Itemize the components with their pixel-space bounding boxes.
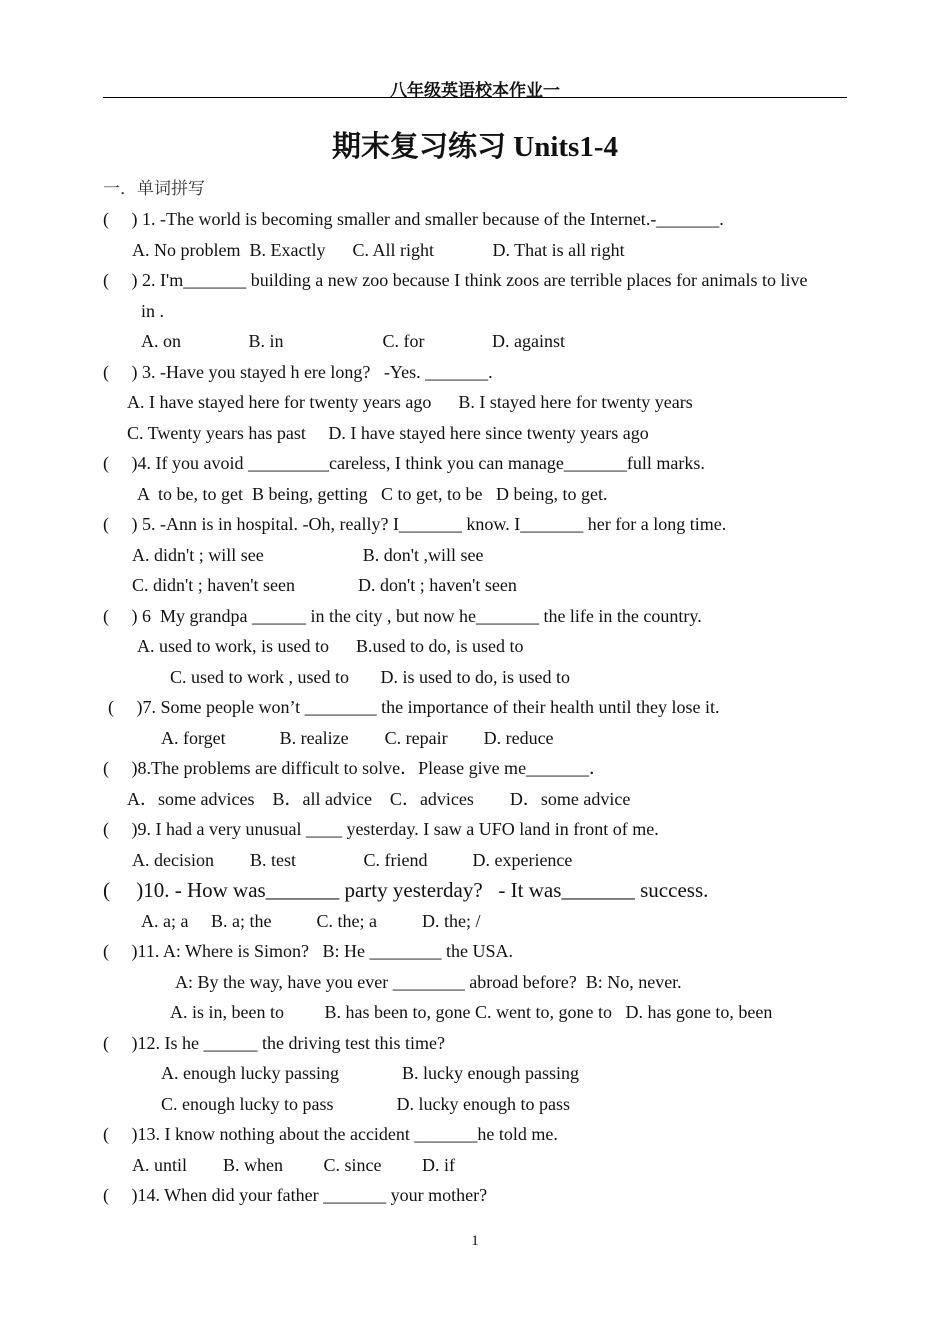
question-line: ( )12. Is he ______ the driving test this time?: [103, 1033, 445, 1053]
options-line: A. until B. when C. since D. if: [132, 1155, 455, 1175]
options-line: C. Twenty years has past D. I have stayed here since twenty years ago: [127, 423, 649, 443]
question-line: ( ) 6 My grandpa ______ in the city , but now he_______ the life in the country.: [103, 606, 702, 626]
question-line: ( ) 3. -Have you stayed h ere long? -Yes. _______.: [103, 362, 493, 382]
options-line: A. a; a B. a; the C. the; a D. the; /: [141, 911, 481, 931]
options-line: A. decision B. test C. friend D. experience: [132, 850, 573, 870]
page-title: 期末复习练习 Units1-4: [332, 131, 618, 163]
running-header: 八年级英语校本作业一: [390, 81, 560, 101]
question-line: ( ) 1. -The world is becoming smaller and smaller because of the Internet.-_______.: [103, 209, 724, 229]
options-line: A. I have stayed here for twenty years ago B. I stayed here for twenty years: [127, 392, 693, 412]
question-line: in .: [141, 301, 165, 321]
question-line: ( )8.The problems are difficult to solve．Please give me_______．: [103, 758, 608, 778]
question-line: ( ) 2. I'm_______ building a new zoo because I think zoos are terrible places for animals to live: [103, 270, 808, 290]
options-line: C. used to work , used to D. is used to do, is used to: [170, 667, 570, 687]
options-line: A. on B. in C. for D. against: [141, 331, 565, 351]
options-line: A. used to work, is used to B.used to do, is used to: [137, 636, 524, 656]
page-number: 1: [471, 1233, 479, 1249]
header-divider: [103, 97, 847, 98]
options-line: A. forget B. realize C. repair D. reduce: [161, 728, 554, 748]
options-line: A. is in, been to B. has been to, gone C. went to, gone to D. has gone to, been: [170, 1002, 773, 1022]
options-line: A. didn't ; will see B. don't ,will see: [132, 545, 484, 565]
question-line: ( )14. When did your father _______ your mother?: [103, 1185, 488, 1205]
options-line: C. didn't ; haven't seen D. don't ; haven't seen: [132, 575, 517, 595]
question-line: ( ) 5. -Ann is in hospital. -Oh, really? I_______ know. I_______ her for a long time.: [103, 514, 727, 534]
options-line: A. enough lucky passing B. lucky enough passing: [161, 1063, 579, 1083]
question-line: ( )11. A: Where is Simon? B: He ________ the USA.: [103, 941, 513, 961]
options-line: A to be, to get B being, getting C to get, to be D being, to get.: [137, 484, 608, 504]
question-line: ( )7. Some people won’t ________ the importance of their health until they lose it.: [108, 697, 720, 717]
question-line: ( )10. - How was_______ party yesterday? - It was_______ success.: [103, 878, 709, 902]
section-heading: 一．单词拼写: [103, 179, 205, 199]
options-line: C. enough lucky to pass D. lucky enough to pass: [161, 1094, 570, 1114]
options-line: A. No problem B. Exactly C. All right D. That is all right: [132, 240, 625, 260]
question-line: ( )4. If you avoid _________careless, I think you can manage_______full marks.: [103, 453, 705, 473]
question-line: A: By the way, have you ever ________ abroad before? B: No, never.: [175, 972, 682, 992]
question-line: ( )13. I know nothing about the accident _______he told me.: [103, 1124, 558, 1144]
question-line: ( )9. I had a very unusual ____ yesterday. I saw a UFO land in front of me.: [103, 819, 659, 839]
options-line: A．some advices B．all advice C．advices D．some advice: [127, 789, 631, 809]
